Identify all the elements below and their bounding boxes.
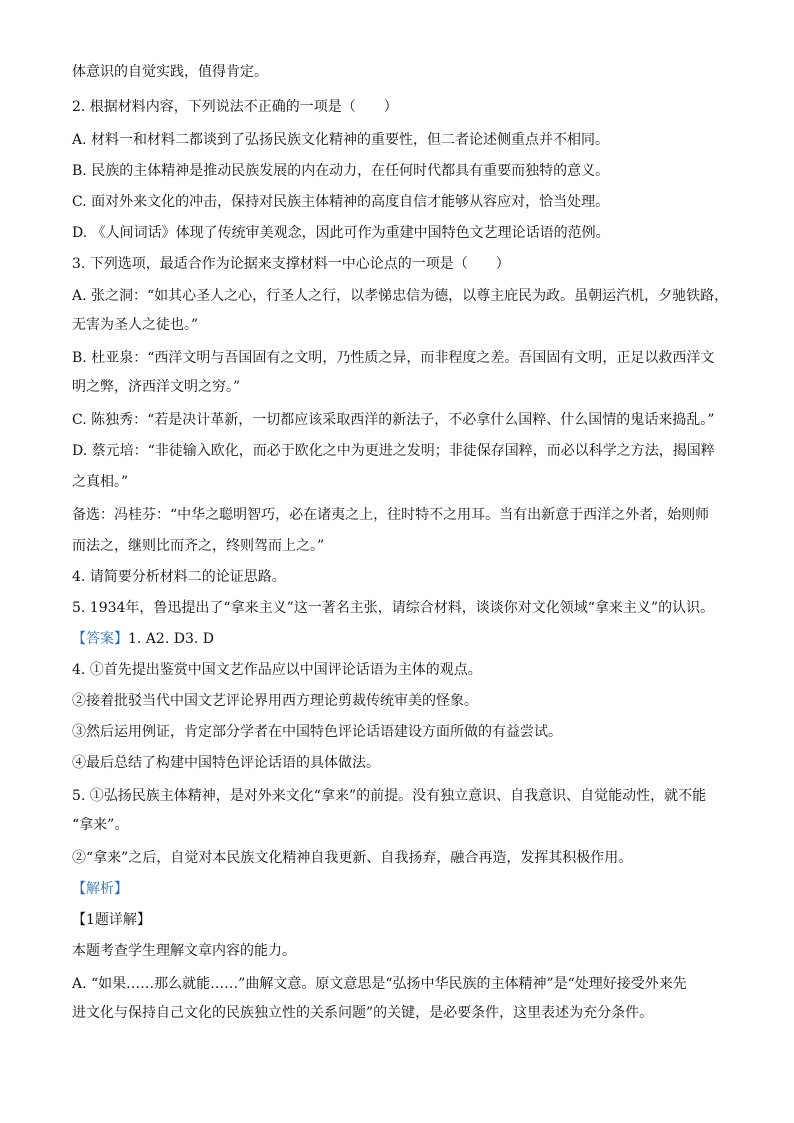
answer-5-point-2: ②“拿来”之后，自觉对本民族文化精神自我更新、自我扬弃，融合再造，发挥其积极作用。 [72, 850, 633, 866]
text-line: 之真相。” [72, 474, 129, 490]
answer-4-step-2: ②接着批驳当代中国文艺评论界用西方理论剪裁传统审美的怪象。 [72, 693, 478, 709]
text-line: 本题考查学生理解文章内容的能力。 [72, 943, 296, 959]
question-3: 3. 下列选项，最适合作为论据来支撑材料一中心论点的一项是（ ） [72, 256, 510, 272]
text-line: 无害为圣人之徒也。” [72, 317, 199, 333]
analysis-a: A. “如果……那么就能……”曲解文意。原文意思是“弘扬中华民族的主体精神”是“处理好接受外来先 [72, 976, 687, 992]
option-d: D. 蔡元培：“非徒输入欧化，而必于欧化之中为更进之发明；非徒保存国粹，而必以科学之方法，揭国粹 [72, 443, 715, 459]
answer-4-step-1: 4. ①首先提出鉴赏中国文艺作品应以中国评论话语为主体的观点。 [72, 662, 482, 678]
analysis-label: 【解析】 [72, 881, 128, 897]
text-line: “拿来”。 [72, 817, 129, 833]
answer-text: 1. A2. D3. D [128, 631, 214, 647]
detail-heading: 【1题详解】 [72, 912, 151, 928]
question-5: 5. 1934年，鲁迅提出了“拿来主义”这一著名主张，请综合材料，谈谈你对文化领域“拿来主义”的认识。 [72, 600, 715, 616]
option-b: B. 民族的主体精神是推动民族发展的内在动力，在任何时代都具有重要而独特的意义。 [72, 163, 610, 179]
answer-5-point-1: 5. ①弘扬民族主体精神，是对外来文化“拿来”的前提。没有独立意识、自我意识、自觉能动性，就不能 [72, 788, 707, 804]
text-line: 而法之，继则比而齐之，终则驾而上之。” [72, 538, 325, 554]
answer-label: 【答案】 [72, 631, 128, 647]
text-line: 体意识的自觉实践，值得肯定。 [72, 64, 268, 80]
text-line: 明之弊，济西洋文明之穷。” [72, 379, 241, 395]
option-a: A. 张之洞：“如其心圣人之心，行圣人之行，以孝悌忠信为德，以尊主庇民为政。虽朝运汽机，夕驰铁路， [72, 288, 729, 304]
option-b: B. 杜亚泉：“西洋文明与吾国固有之文明，乃性质之异，而非程度之差。吾国固有文明，正足以救西洋文 [72, 350, 715, 366]
question-2: 2. 根据材料内容，下列说法不正确的一项是（ ） [72, 99, 398, 115]
answer-4-step-3: ③然后运用例证，肯定部分学者在中国特色评论话语建设方面所做的有益尝试。 [72, 724, 562, 740]
alternate-option: 备选：冯桂芬：“中华之聪明智巧，必在诸夷之上，往时特不之用耳。当有出新意于西洋之外者，始则师 [72, 507, 710, 523]
answer-line [72, 629, 732, 649]
option-d: D. 《人间词话》体现了传统审美观念，因此可作为重建中国特色文艺理论话语的范例。 [72, 225, 610, 241]
text-line: 进文化与保持自己文化的民族独立性的关系问题”的关键，是必要条件，这里表述为充分条件。 [72, 1005, 654, 1021]
option-c: C. 陈独秀：“若是决计革新，一切都应该采取西洋的新法子，不必拿什么国粹、什么国情的鬼话来捣乱。” [72, 412, 715, 428]
answer-4-step-4: ④最后总结了构建中国特色评论话语的具体做法。 [72, 755, 380, 771]
option-a: A. 材料一和材料二都谈到了弘扬民族文化精神的重要性，但二者论述侧重点并不相同。 [72, 132, 610, 148]
option-c: C. 面对外来文化的冲击，保持对民族主体精神的高度自信才能够从容应对，恰当处理。 [72, 194, 610, 210]
question-4: 4. 请简要分析材料二的论证思路。 [72, 569, 286, 585]
